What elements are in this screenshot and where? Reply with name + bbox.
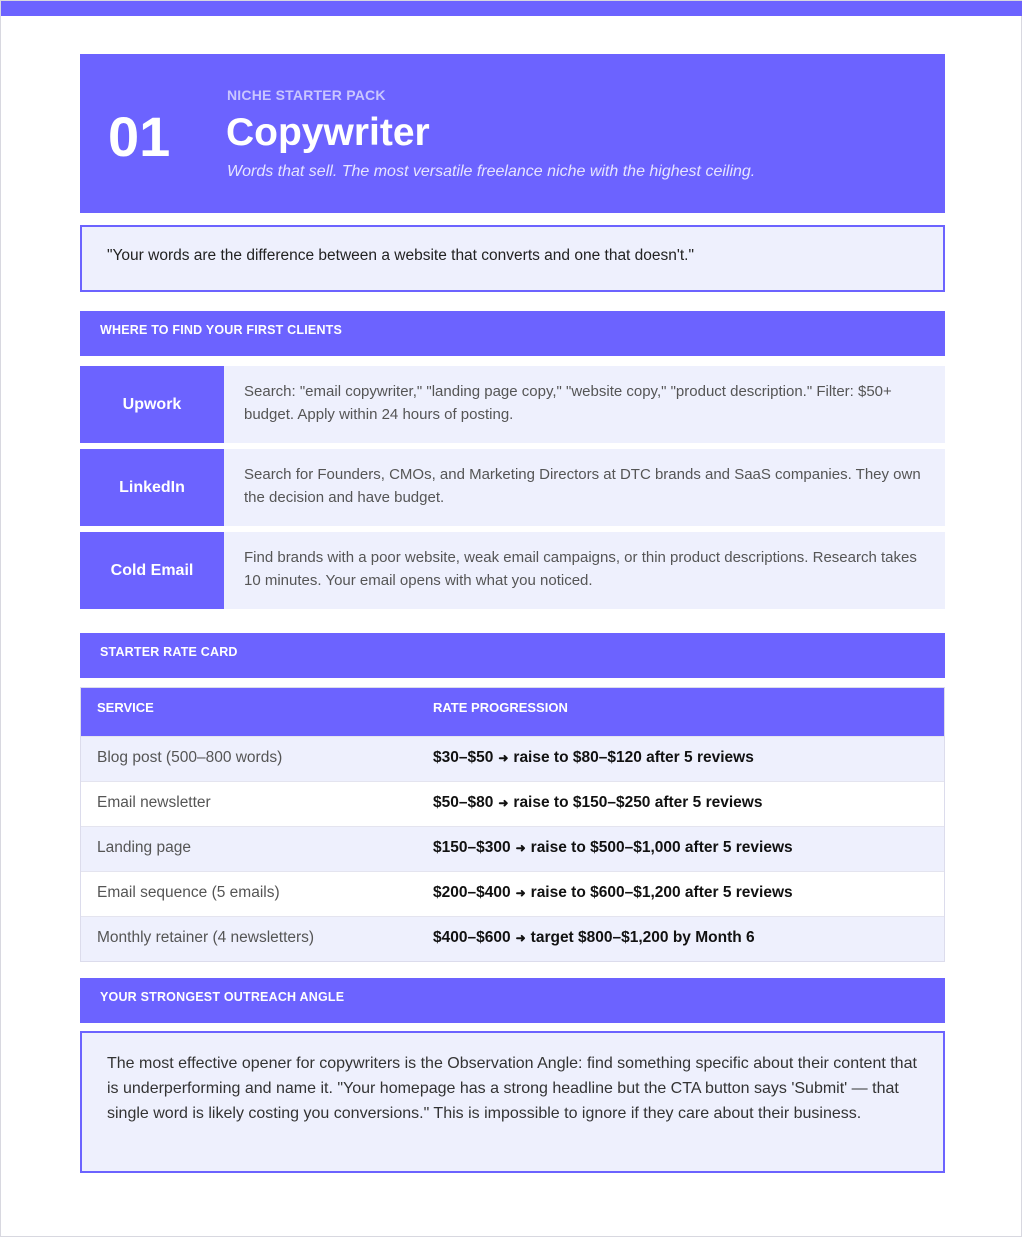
service-cell: Blog post (500–800 words) [97, 749, 283, 766]
rates-section-header [80, 633, 945, 678]
client-row-upwork [80, 366, 945, 443]
rate-start: $200–$400 [433, 884, 511, 901]
table-row [81, 826, 944, 871]
rate-cell [433, 884, 793, 902]
rate-cell [433, 839, 793, 857]
rate-cell [433, 929, 755, 947]
clients-section-header [80, 311, 945, 356]
rate-next: raise to $80–$120 after 5 reviews [513, 749, 754, 766]
arrow-right-icon: ➜ [515, 886, 526, 900]
rate-next: raise to $150–$250 after 5 reviews [513, 794, 763, 811]
rate-cell [433, 749, 754, 767]
service-cell: Email sequence (5 emails) [97, 884, 280, 901]
quote-text: "Your words are the difference between a website that converts and one that doesn't." [107, 247, 694, 264]
client-row-linkedin [80, 449, 945, 526]
client-row-cold-email [80, 532, 945, 609]
table-row [81, 736, 944, 781]
service-cell: Landing page [97, 839, 191, 856]
column-header-rate: RATE PROGRESSION [433, 700, 568, 715]
rate-table [80, 687, 945, 962]
table-row [81, 871, 944, 916]
hero-subtitle: Words that sell. The most versatile freelance niche with the highest ceiling. [227, 163, 756, 180]
rate-next: raise to $600–$1,200 after 5 reviews [530, 884, 793, 901]
client-name: LinkedIn [80, 449, 224, 526]
client-name: Cold Email [80, 532, 224, 609]
outreach-section-header [80, 978, 945, 1023]
rate-start: $400–$600 [433, 929, 511, 946]
rate-cell [433, 794, 762, 812]
niche-hero [80, 54, 945, 213]
rate-start: $50–$80 [433, 794, 494, 811]
column-header-service: SERVICE [97, 700, 154, 715]
client-name: Upwork [80, 366, 224, 443]
service-cell: Monthly retainer (4 newsletters) [97, 929, 315, 946]
arrow-right-icon: ➜ [498, 796, 509, 810]
table-row [81, 916, 944, 961]
client-description: Search for Founders, CMOs, and Marketing Directors at DTC brands and SaaS companies. They own the decision and have budget. [244, 466, 921, 506]
arrow-right-icon: ➜ [498, 751, 509, 765]
outreach-text: The most effective opener for copywriters is the Observation Angle: find something specific about their content that is underperforming and name it. "Your homepage has a strong headline but the CTA button says 'Submit' — that single word is likely costing you conversions." This is impossible to ignore if they care about their business. [107, 1055, 917, 1122]
rate-next: target $800–$1,200 by Month 6 [530, 929, 755, 946]
rate-next: raise to $500–$1,000 after 5 reviews [530, 839, 793, 856]
clients-heading: WHERE TO FIND YOUR FIRST CLIENTS [100, 323, 343, 337]
rate-table-header [81, 688, 944, 736]
page-title: Copywriter [226, 111, 430, 154]
rate-start: $150–$300 [433, 839, 511, 856]
hero-eyebrow: NICHE STARTER PACK [227, 87, 386, 103]
client-description: Search: "email copywriter," "landing page copy," "website copy," "product description." Filter: $50+ budget. Apply within 24 hours of posting. [244, 383, 892, 423]
top-accent-bar [1, 1, 1022, 16]
arrow-right-icon: ➜ [515, 841, 526, 855]
niche-number: 01 [108, 105, 171, 168]
outreach-box [80, 1031, 945, 1173]
rate-start: $30–$50 [433, 749, 494, 766]
outreach-heading: YOUR STRONGEST OUTREACH ANGLE [100, 990, 345, 1004]
quote-box [80, 225, 945, 292]
client-description: Find brands with a poor website, weak email campaigns, or thin product descriptions. Research takes 10 minutes. Your email opens with what you noticed. [244, 549, 917, 589]
arrow-right-icon: ➜ [515, 931, 526, 945]
rates-heading: STARTER RATE CARD [100, 645, 238, 659]
service-cell: Email newsletter [97, 794, 211, 811]
table-row [81, 781, 944, 826]
